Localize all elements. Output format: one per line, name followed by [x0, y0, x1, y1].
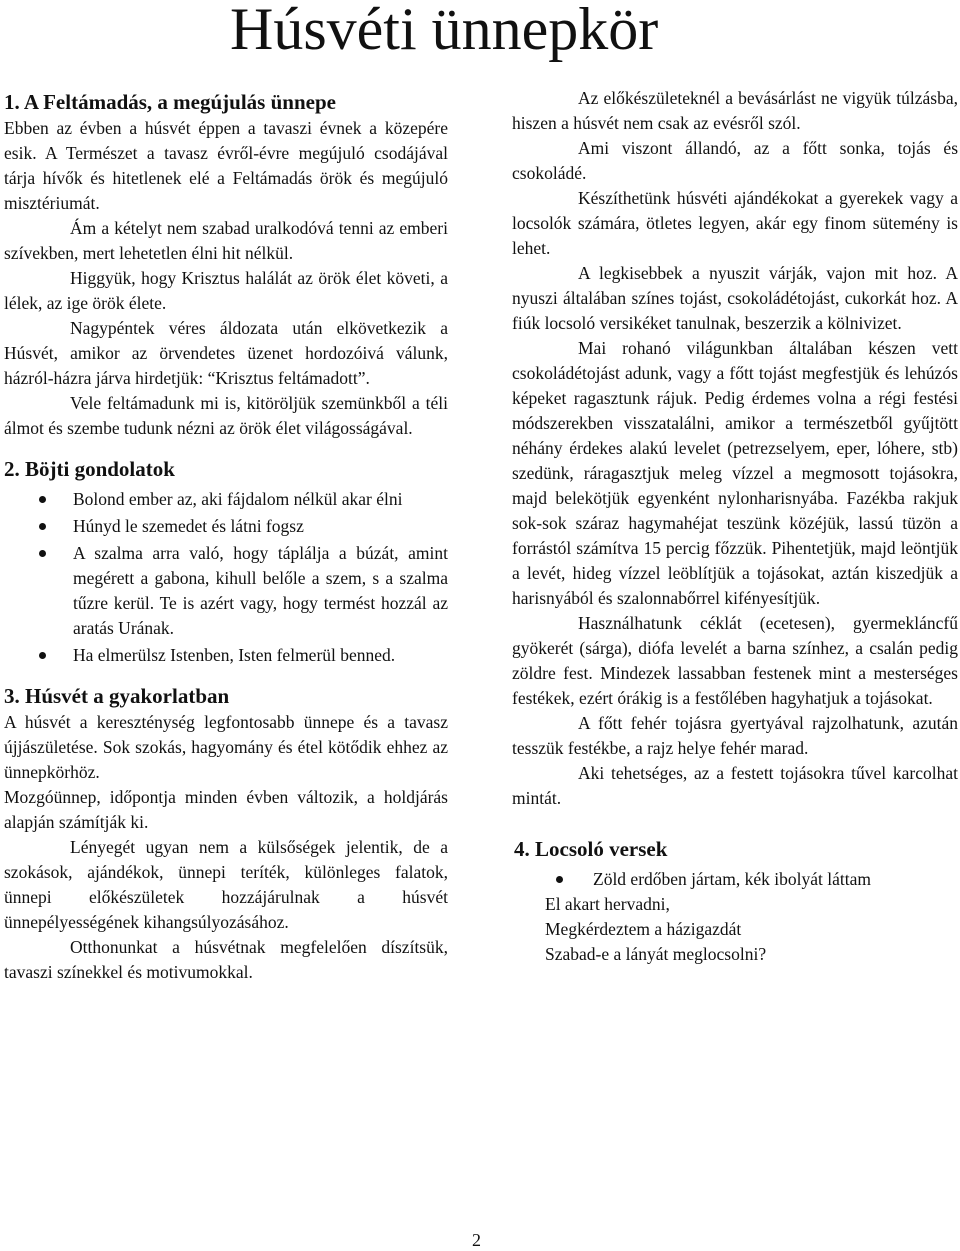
section-3-heading: 3. Húsvét a gyakorlatban — [4, 684, 230, 708]
section-1-heading: 1. A Feltámadás, a megújulás ünnepe — [4, 90, 336, 114]
poem — [512, 867, 958, 967]
list-item-text: Húnyd le szemedet és látni fogsz — [73, 516, 304, 536]
poem-line: Megkérdeztem a házigazdát — [545, 919, 742, 939]
paragraph: Ám a kételyt nem szabad uralkodóvá tenni az emberi szívekben, mert lehetetlen élni hit nélkül. — [4, 218, 448, 263]
paragraph: Aki tehetséges, az a festett tojásokra tűvel karcolhat mintát. — [512, 763, 958, 808]
list-item — [4, 487, 448, 512]
bullet-icon — [39, 652, 46, 659]
paragraph: Nagypéntek véres áldozata után elkövetkezik a Húsvét, amikor az örvendetes üzenet hordozóivá válunk, házról-házra járva hirdetjük: “Krisztus feltámadott”. — [4, 318, 448, 388]
bullet-icon — [556, 876, 563, 883]
page-title: Húsvéti ünnepkör — [230, 0, 659, 62]
poem-line — [512, 867, 958, 892]
list-item-text: A szalma arra való, hogy táplálja a búzát, amint megérett a gabona, kihull belőle a szem, s a szalma tűzre kerül. Te is azért vagy, hogy termést hozzál az aratás Urának. — [73, 543, 448, 638]
list-item-text: Ha elmerülsz Istenben, Isten felmerül benned. — [73, 645, 396, 665]
paragraph: Ebben az évben a húsvét éppen a tavaszi évnek a közepére esik. A Természet a tavasz évről-évre megújuló csodájával tárja hívők és hitetlenek elé a Feltámadás örök és megújuló misztériumát. — [4, 118, 448, 213]
section-2-heading: 2. Böjti gondolatok — [4, 457, 175, 481]
poem-line: El akart hervadni, — [545, 894, 670, 914]
bullet-list — [4, 487, 448, 668]
paragraph: A legkisebbek a nyuszit várják, vajon mit hoz. A nyuszi általában színes tojást, csokoládétojást, cukorkát hoz. A fiúk locsoló versikéket tanulnak, beszerzik a kölnivizet. — [512, 263, 958, 333]
list-item-text: Bolond ember az, aki fájdalom nélkül akar élni — [73, 489, 403, 509]
paragraph: Mozgóünnep, időpontja minden évben változik, a holdjárás alapján számítják ki. — [4, 787, 448, 832]
poem-line: Szabad-e a lányát meglocsolni? — [545, 944, 767, 964]
page-number: 2 — [472, 1230, 481, 1250]
right-column — [512, 86, 958, 967]
paragraph: Használhatunk céklát (ecetesen), gyermekláncfű gyökerét (sárga), diófa levelét a barna színhez, a csalán pedig zöldre fest. Mindezek lassabban festenek mint a mesterséges festékek, ezért órákig is a festőlében hagyhatjuk a tojásokat. — [512, 613, 958, 708]
bullet-icon — [39, 523, 46, 530]
paragraph: Otthonunkat a húsvétnak megfelelően díszítsük, tavaszi színekkel és motivumokkal. — [4, 937, 448, 982]
paragraph: Higgyük, hogy Krisztus halálát az örök élet követi, a lélek, az ige örök élete. — [4, 268, 448, 313]
paragraph: A húsvét a kereszténység legfontosabb ünnepe és a tavasz újjászületése. Sok szokás, hagyomány és étel kötődik ehhez az ünnepkörhöz. — [4, 712, 448, 782]
bullet-icon — [39, 496, 46, 503]
list-item — [4, 643, 448, 668]
paragraph: A főtt fehér tojásra gyertyával rajzolhatunk, azután tesszük festékbe, a rajz helye fehér marad. — [512, 713, 958, 758]
paragraph: Az előkészületeknél a bevásárlást ne vigyük túlzásba, hiszen a húsvét nem csak az evésről szól. — [512, 88, 958, 133]
list-item — [4, 514, 448, 539]
left-column — [4, 86, 448, 985]
paragraph: Ami viszont állandó, az a főtt sonka, tojás és csokoládé. — [512, 138, 958, 183]
paragraph: Mai rohanó világunkban általában készen vett csokoládétojást adunk, vagy a főtt tojást megfestjük és lehúzós képeket ragasztunk rájuk. Pedig érdemes volna a régi festési módszerekben visszatalálni, amikor a természetből gyűjtött néhány érdekes alakú levelet (petrezselyem, eper, lóhere, stb) szedünk, ráragasztjuk meleg vízzel a megmosott tojásokra, majd belekötjük egyenként nylonharisnyába. Fazékba rakjuk sok-sok száraz hagymahéjat teszünk közéjük, lassú tüzön a forrástól számítva 15 percig főzzük. Pihentetjük, majd leöntjük a levét, hideg vízzel leöblítjük a tojásokat, aztán kiszedjük a harisnyából és szalonnabőrrel kifényesítjük. — [512, 338, 958, 608]
section-4-heading: 4. Locsoló versek — [514, 837, 668, 861]
paragraph: Készíthetünk húsvéti ajándékokat a gyerekek vagy a locsolók számára, ötletes legyen, akár egy finom sütemény is lehet. — [512, 188, 958, 258]
paragraph: Vele feltámadunk mi is, kitöröljük szemünkből a téli álmot és szembe tudunk nézni az örök élet világosságával. — [4, 393, 448, 438]
poem-line-text: Zöld erdőben jártam, kék ibolyát láttam — [593, 869, 871, 889]
bullet-icon — [39, 550, 46, 557]
list-item — [4, 541, 448, 641]
paragraph: Lényegét ugyan nem a külsőségek jelentik, de a szokások, ajándékok, ünnepi teríték, különleges falatok, ünnepi előkészületek hozzájárulnak a húsvét ünnepélyességének kihangsúlyozásához. — [4, 837, 448, 932]
